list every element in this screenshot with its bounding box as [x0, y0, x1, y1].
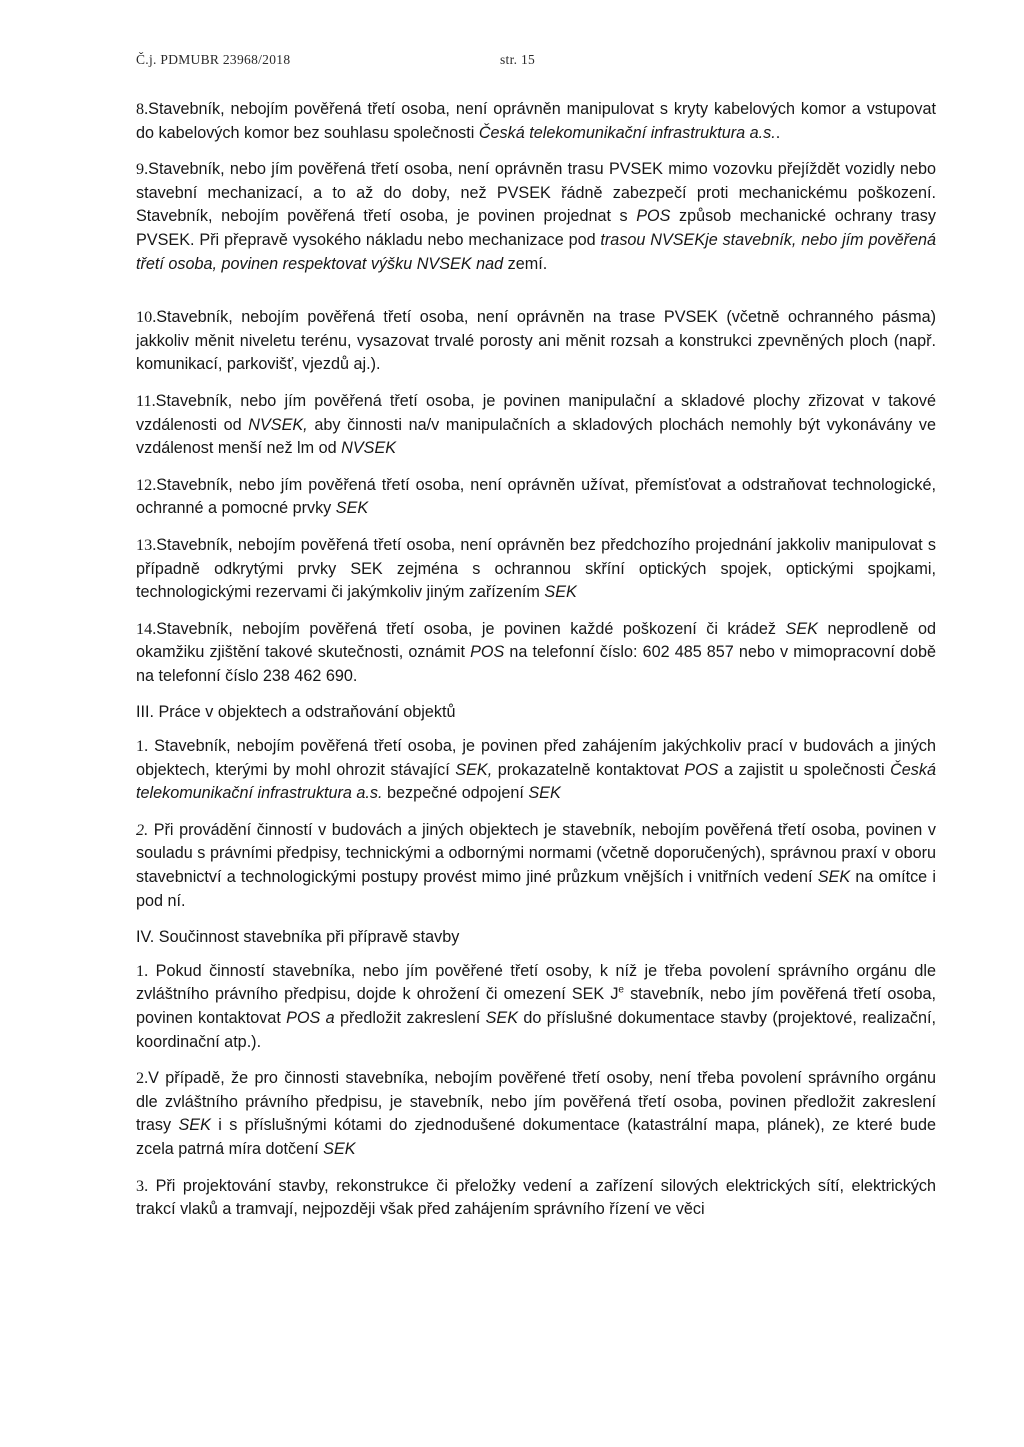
paragraph-8: 8.Stavebník, nebojím pověřená třetí osoba, není oprávněn manipulovat s kryty kabelových komor a vstupovat do kabelových komor bez souhlasu společnosti Česká telekomunikační infrastruktura a.s..: [136, 100, 936, 142]
paragraph-number: 11.: [136, 391, 156, 410]
section-iv-paragraph-1: 1. Pokud činností stavebníka, nebo jím pověřené třetí osoby, k níž je třeba povolení správního orgánu dle zvláštního právního předpisu, dojde k ohrožení či omezení SEK $J^e$ stavebník, nebo jím pověřená třetí osoba, povinen kontaktovat POS a předložit zakreslení SEK do příslušné dokumentace stavby (projektové, realizační, koordinační atp.).: [136, 961, 936, 1051]
section-iii-paragraph-1: 1. Stavebník, nebojím pověřená třetí osoba, je povinen před zahájením jakýchkoliv prací v budovách a jiných objektech, kterými by mohl ohrozit stávající SEK, prokazatelně kontaktovat POS a zajistit u společnosti Česká telekomunikační infrastruktura a.s. bezpečné odpojení SEK: [136, 737, 936, 803]
paragraph-number: 3.: [136, 1176, 149, 1195]
paragraph-number: 13.: [136, 535, 157, 554]
section-heading-iii: III. Práce v objektech a odstraňování objektů: [136, 703, 456, 722]
paragraph-number: 2.: [136, 1069, 149, 1088]
paragraph-number: 1.: [136, 961, 149, 980]
paragraph-11: 11.Stavebník, nebo jím pověřená třetí osoba, je povinen manipulační a skladové plochy zřizovat v takové vzdálenosti od NVSEK, aby činnosti na/v manipulačních a skladových plochách nemohly být vykonávány ve vzdálenost menší než lm od NVSEK: [136, 391, 936, 458]
paragraph-12: 12.Stavebník, nebo jím pověřená třetí osoba, není oprávněn užívat, přemísťovat a odstraňovat technologické, ochranné a pomocné prvky SEK: [136, 475, 936, 518]
superscript: e: [618, 985, 624, 997]
paragraph-number: 14.: [136, 619, 157, 638]
reference-number: Č.j. PDMUBR 23968/2018: [136, 52, 291, 67]
paragraph-number: 12.: [136, 475, 157, 494]
section-iii-paragraph-2: 2. Při provádění činností v budovách a jiných objektech je stavebník, nebojím pověřená třetí osoba, povinen v souladu s právními předpisy, technickými a odbornými normami (včetně doporučených), správnou praxí v oboru stavebnictví a technologickými postupy provést mimo jiné průzkum vnějších i vnitřních vedení SEK na omítce i pod ní.: [136, 820, 936, 910]
section-iv-paragraph-2: 2.V případě, že pro činnosti stavebníka, nebojím pověřené třetí osoby, není třeba povolení správního orgánu dle zvláštního právního předpisu, je stavebník, nebo jím pověřená třetí osoba, povinen předložit zakreslení trasy SEK i s příslušnými kótami do zjednodušené dokumentace (katastrální mapa, plánek), ze které bude zcela patrná míra dotčení SEK: [136, 1069, 937, 1158]
paragraph-13: 13.Stavebník, nebojím pověřená třetí osoba, není oprávněn bez předchozího projednání jakkoliv manipulovat s případně odkrytými prvky SEK zejména s ochrannou skříní optických spojek, optickými spojkami, technologickými rezervami či jakýmkoliv jiným zařízením SEK: [136, 535, 936, 602]
paragraph-9: 9.Stavebník, nebo jím pověřená třetí osoba, není oprávněn trasu PVSEK mimo vozovku přejíždět vozidly nebo stavební mechanizací, a to až do doby, než PVSEK řádně zabezpečí proti mechanickému poškození. Stavebník, nebojím pověřená třetí osoba, je povinen projednat s POS způsob mechanické ochrany trasy PVSEK. Při přepravě vysokého nákladu nebo mechanizace pod trasou NVSEKje stavebník, nebo jím pověřená třetí osoba, povinen respektovat výšku NVSEK nad zemí.: [136, 160, 936, 273]
paragraph-number: 10.: [136, 308, 157, 327]
paragraph-number: 1.: [136, 737, 149, 756]
paragraph-number: 9.: [136, 160, 149, 179]
page-number: str. 15: [500, 52, 536, 67]
section-heading-iv: IV. Součinnost stavebníka při přípravě stavby: [136, 928, 460, 947]
paragraph-10: 10.Stavebník, nebojím pověřená třetí osoba, není oprávněn na trase PVSEK (včetně ochranného pásma) jakkoliv měnit niveletu terénu, vysazovat trvalé porosty ani měnit rozsah a konstrukci zpevněných ploch (např. komunikací, parkovišť, vjezdů aj.).: [136, 308, 936, 374]
section-iv-paragraph-3: 3. Při projektování stavby, rekonstrukce či přeložky vedení a zařízení silových elektrických sítí, elektrických trakcí vlaků a tramvají, nejpozději však před zahájením správního řízení ve věci: [136, 1176, 936, 1219]
paragraph-number: 2.: [136, 820, 149, 839]
document-body: [136, 98, 936, 1235]
paragraph-number: 8.: [136, 100, 149, 118]
paragraph-14: 14.Stavebník, nebojím pověřená třetí osoba, je povinen každé poškození či krádež SEK neprodleně od okamžiku zjištění takové skutečnosti, oznámit POS na telefonní číslo: 602 485 857 nebo v mimopracovní době na telefonní číslo 238 462 690.: [136, 619, 936, 685]
